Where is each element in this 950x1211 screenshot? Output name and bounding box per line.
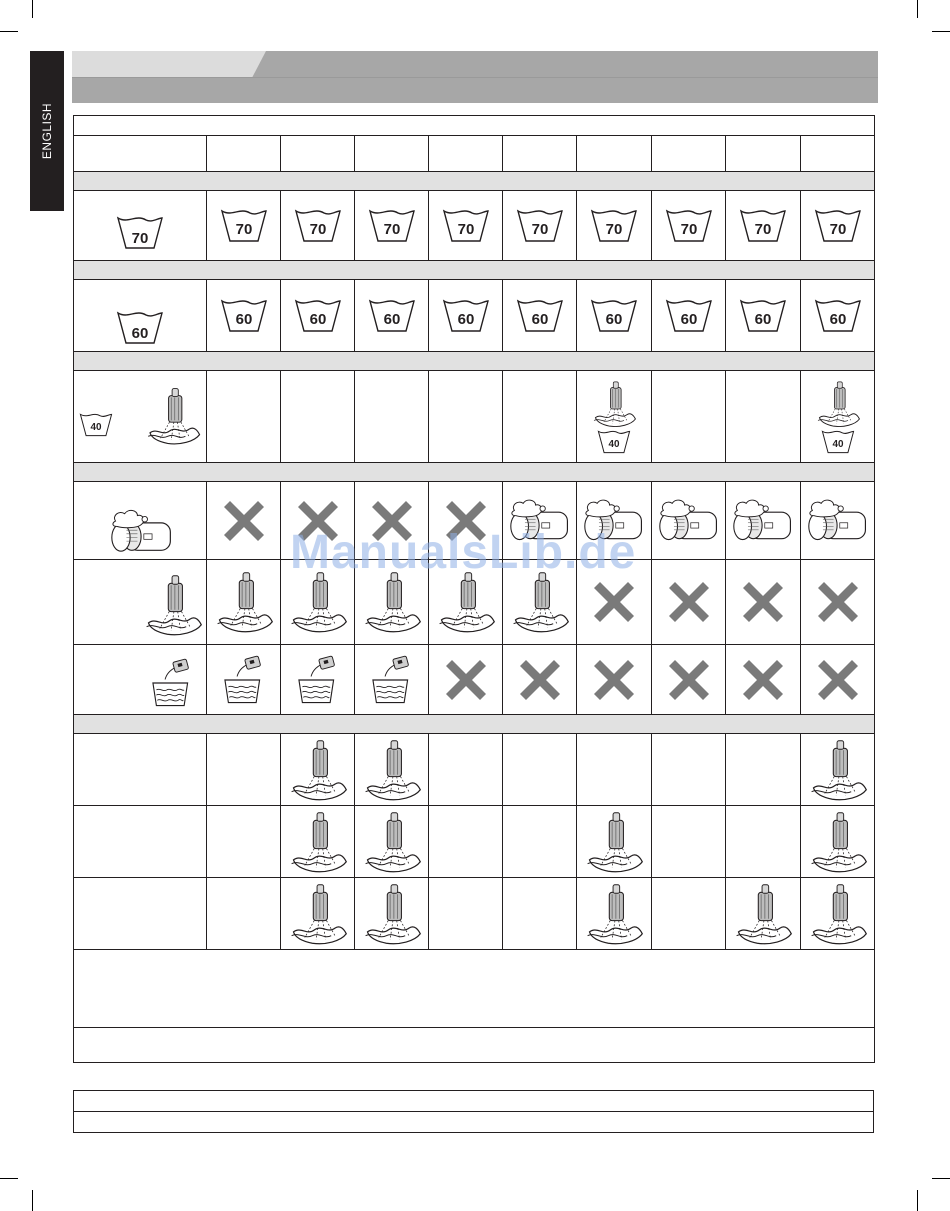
empty-cell — [503, 734, 577, 806]
wash-temp-label: 40 — [90, 421, 102, 433]
wash-temp-label: 60 — [531, 310, 548, 328]
cross-icon — [664, 577, 714, 627]
empty-cell — [207, 806, 281, 878]
header-cell — [726, 136, 801, 172]
wash-70-cell — [726, 191, 801, 261]
iron-cell — [726, 878, 801, 950]
cross-icon — [813, 655, 863, 705]
wash-tub-icon — [216, 296, 272, 336]
wash-tub-icon — [112, 308, 168, 348]
wash-60-cell — [801, 280, 875, 352]
iron-cell — [281, 734, 355, 806]
empty-cell — [503, 878, 577, 950]
iron-spray-icon — [732, 881, 794, 947]
wash-40-iron-cell — [577, 371, 652, 463]
note-row — [74, 950, 875, 1028]
wash-tub-icon — [735, 206, 791, 246]
wash-temp-label: 70 — [829, 220, 846, 238]
tumble-dryer-icon — [807, 498, 869, 544]
cross-icon — [813, 577, 863, 627]
empty-cell — [429, 734, 503, 806]
row-label-empty — [74, 878, 207, 950]
crop-mark — [0, 31, 18, 32]
empty-cell — [503, 806, 577, 878]
cross-cell — [726, 645, 801, 715]
cross-cell — [503, 645, 577, 715]
iron-spray-icon — [213, 569, 275, 635]
wash-tub-icon — [290, 296, 346, 336]
wash-60-cell — [503, 280, 577, 352]
crop-mark — [917, 1190, 918, 1211]
cross-cell — [652, 645, 726, 715]
wash-temp-label: 60 — [829, 310, 846, 328]
iron-spray-icon — [142, 572, 204, 638]
section-row — [74, 715, 875, 734]
wash-tub-icon — [364, 206, 420, 246]
header-cell — [429, 136, 503, 172]
crop-mark — [32, 1190, 33, 1211]
wash-70-cell — [801, 191, 875, 261]
wash-temp-label: 70 — [457, 220, 474, 238]
dryer-cell — [726, 482, 801, 560]
iron-spray-icon — [287, 881, 349, 947]
cross-icon — [515, 655, 565, 705]
wash-temp-label: 70 — [235, 220, 252, 238]
wash-tub-icon — [364, 296, 420, 336]
iron-spray-icon — [810, 379, 866, 429]
wash-tub-icon — [512, 206, 568, 246]
footer-row — [74, 1112, 874, 1133]
iron-spray-icon — [287, 809, 349, 875]
row-label-empty — [74, 734, 207, 806]
cross-cell — [801, 560, 875, 645]
wash-60-cell — [207, 280, 281, 352]
wash-70-cell — [281, 191, 355, 261]
wash-tub-icon — [79, 411, 113, 439]
empty-cell — [652, 878, 726, 950]
bleach-basin-icon — [218, 654, 270, 706]
wash-tub-icon — [512, 296, 568, 336]
empty-cell — [207, 734, 281, 806]
row-label-bleach — [74, 645, 207, 715]
wash-tub-icon — [661, 206, 717, 246]
section-row — [74, 352, 875, 371]
wash-temp-label: 60 — [605, 310, 623, 328]
wash-40-iron-cell — [801, 371, 875, 463]
empty-cell — [429, 371, 503, 463]
empty-cell — [652, 371, 726, 463]
cross-cell — [577, 645, 652, 715]
iron-cell — [355, 878, 429, 950]
wash-tub-icon — [586, 206, 642, 246]
wash-tub-icon — [661, 296, 717, 336]
empty-cell — [281, 371, 355, 463]
empty-cell — [577, 734, 652, 806]
note-row — [74, 1028, 875, 1063]
crop-mark — [932, 31, 950, 32]
wash-temp-label: 60 — [457, 310, 474, 328]
wash-70-cell — [652, 191, 726, 261]
cross-icon — [738, 577, 788, 627]
header-cell — [207, 136, 281, 172]
cross-cell — [801, 645, 875, 715]
wash-70-cell — [355, 191, 429, 261]
iron-cell — [355, 734, 429, 806]
wash-60-cell — [652, 280, 726, 352]
iron-cell — [281, 878, 355, 950]
language-tab — [30, 51, 64, 211]
cross-icon — [589, 577, 639, 627]
empty-cell — [726, 806, 801, 878]
empty-cell — [726, 734, 801, 806]
iron-cell — [577, 806, 652, 878]
bleach-cell — [281, 645, 355, 715]
dryer-cell — [801, 482, 875, 560]
header-cell — [577, 136, 652, 172]
iron-spray-icon — [361, 809, 423, 875]
section-row — [74, 172, 875, 191]
footer-table — [73, 1090, 874, 1133]
row-label-wash-70 — [74, 191, 207, 261]
wash-60-cell — [726, 280, 801, 352]
wash-tub-icon — [586, 296, 642, 336]
header-band — [72, 51, 878, 103]
wash-60-cell — [429, 280, 503, 352]
iron-cell — [801, 734, 875, 806]
wash-temp-label: 70 — [754, 220, 772, 238]
wash-tub-icon — [216, 206, 272, 246]
empty-cell — [355, 371, 429, 463]
wash-temp-label: 60 — [235, 310, 252, 328]
cross-icon — [738, 655, 788, 705]
bleach-basin-icon — [146, 657, 198, 709]
table-title-row — [74, 116, 875, 136]
wash-60-cell — [577, 280, 652, 352]
wash-tub-icon — [438, 296, 494, 336]
wash-tub-icon — [810, 206, 866, 246]
cross-icon — [441, 655, 491, 705]
care-symbol-table — [73, 115, 875, 1063]
header-cell — [74, 136, 207, 172]
section-row — [74, 261, 875, 280]
wash-temp-label: 60 — [754, 310, 772, 328]
iron-cell — [207, 560, 281, 645]
empty-cell — [429, 878, 503, 950]
crop-mark — [917, 0, 918, 18]
wash-temp-label: 70 — [680, 220, 697, 238]
header-cell — [281, 136, 355, 172]
tumble-dryer-icon — [658, 498, 720, 544]
crop-mark — [32, 0, 33, 18]
iron-spray-icon — [807, 881, 869, 947]
wash-temp-label: 70 — [383, 220, 400, 238]
wash-temp-label: 60 — [309, 310, 326, 328]
wash-tub-icon — [735, 296, 791, 336]
wash-tub-icon — [112, 213, 168, 253]
empty-cell — [726, 371, 801, 463]
cross-cell — [207, 482, 281, 560]
dryer-cell — [652, 482, 726, 560]
cross-icon — [219, 496, 269, 546]
tumble-dryer-icon — [732, 498, 794, 544]
wash-temp-label: 70 — [605, 220, 623, 238]
row-label-empty — [74, 806, 207, 878]
wash-60-cell — [281, 280, 355, 352]
empty-cell — [207, 878, 281, 950]
empty-cell — [207, 371, 281, 463]
wash-70-cell — [577, 191, 652, 261]
language-tab-label: ENGLISH — [40, 102, 54, 160]
wash-temp-label: 60 — [383, 310, 400, 328]
wash-60-cell — [355, 280, 429, 352]
iron-spray-icon — [807, 737, 869, 803]
cross-cell — [726, 560, 801, 645]
iron-cell — [281, 806, 355, 878]
iron-spray-icon — [807, 809, 869, 875]
header-cell — [801, 136, 875, 172]
row-label-dryer — [74, 482, 207, 560]
cross-icon — [664, 655, 714, 705]
wash-tub-icon — [290, 206, 346, 246]
wash-temp-label: 70 — [131, 230, 149, 247]
wash-tub-icon — [438, 206, 494, 246]
wash-temp-label: 40 — [832, 438, 844, 450]
wash-tub-icon — [821, 429, 855, 455]
header-cell — [503, 136, 577, 172]
iron-cell — [577, 878, 652, 950]
iron-spray-icon — [144, 385, 202, 447]
row-label-wash-40-iron — [74, 371, 207, 463]
empty-cell — [503, 371, 577, 463]
bleach-cell — [355, 645, 429, 715]
wash-temp-label: 70 — [531, 220, 548, 238]
bleach-basin-icon — [292, 654, 344, 706]
wash-70-cell — [503, 191, 577, 261]
iron-spray-icon — [287, 737, 349, 803]
wash-temp-label: 60 — [680, 310, 697, 328]
iron-spray-icon — [361, 737, 423, 803]
wash-temp-label: 40 — [608, 438, 620, 450]
wash-tub-icon — [810, 296, 866, 336]
tumble-dryer-icon — [110, 508, 174, 556]
footer-row — [74, 1091, 874, 1112]
cross-cell — [652, 560, 726, 645]
row-label-wash-60 — [74, 280, 207, 352]
header-cell — [355, 136, 429, 172]
section-row — [74, 463, 875, 482]
empty-cell — [652, 806, 726, 878]
header-cell — [652, 136, 726, 172]
iron-cell — [801, 806, 875, 878]
iron-spray-icon — [583, 881, 645, 947]
cross-cell — [429, 645, 503, 715]
iron-cell — [801, 878, 875, 950]
bleach-cell — [207, 645, 281, 715]
wash-temp-label: 60 — [131, 325, 149, 342]
iron-spray-icon — [361, 881, 423, 947]
crop-mark — [0, 1178, 18, 1179]
iron-spray-icon — [583, 809, 645, 875]
empty-cell — [429, 806, 503, 878]
wash-70-cell — [207, 191, 281, 261]
empty-cell — [652, 734, 726, 806]
iron-spray-icon — [586, 379, 642, 429]
cross-icon — [589, 655, 639, 705]
crop-mark — [932, 1178, 950, 1179]
iron-cell — [355, 806, 429, 878]
watermark: ManualsLib.de — [290, 526, 637, 579]
wash-temp-label: 70 — [309, 220, 326, 238]
wash-70-cell — [429, 191, 503, 261]
wash-tub-icon — [597, 429, 631, 455]
row-label-iron — [74, 560, 207, 645]
bleach-basin-icon — [366, 654, 418, 706]
